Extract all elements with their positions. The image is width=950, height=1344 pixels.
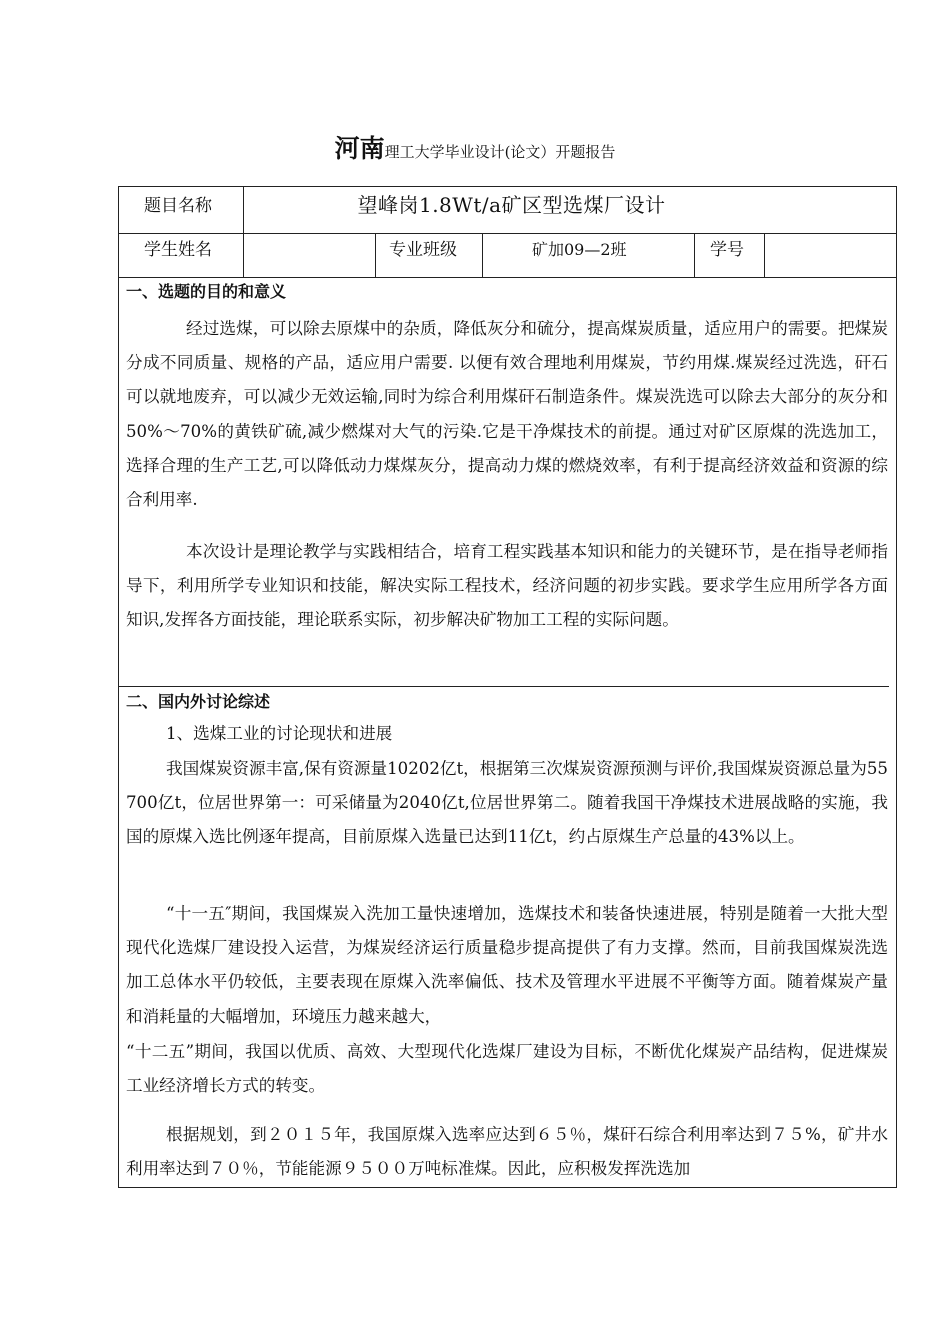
section-divider	[118, 686, 889, 687]
row-divider-2	[118, 277, 897, 278]
col-divider-class-value	[482, 233, 483, 277]
class-value: 矿加09—2班	[532, 240, 627, 259]
student-name-label: 学生姓名	[144, 240, 212, 260]
col-divider-no	[694, 233, 695, 277]
section1-heading: 一、选题的目的和意义	[126, 282, 287, 301]
col-divider-no-value	[764, 233, 765, 277]
row-divider-1	[118, 233, 897, 234]
title-rest: 理工大学毕业设计(论文）开题报告	[384, 143, 616, 161]
section2-paragraph-1: 我国煤炭资源丰富,保有资源量10202亿t，根据第三次煤炭资源预测与评价,我国煤炭资源总量为55700亿t，位居世界第一：可采储量为2040亿t,位居世界第二。随着我国干净煤技术进展战略的实施，我国的原煤入选比例逐年提高，目前原煤入选量已达到11亿t，约占原煤生产总量的43%以上。	[126, 759, 888, 847]
document-title	[0, 133, 950, 168]
topic-label: 题目名称	[144, 196, 212, 216]
section2-paragraph-3: “十二五”期间，我国以优质、高效、大型现代化选煤厂建设为目标，不断优化煤炭产品结构，促进煤炭工业经济增长方式的转变。	[126, 1042, 888, 1096]
col-divider-class	[375, 233, 376, 277]
section1-paragraph-2: 本次设计是理论教学与实践相结合，培育工程实践基本知识和能力的关键环节，是在指导老师指导下，利用所学专业知识和技能，解决实际工程技术，经济问题的初步实践。要求学生应用所学各方面知识,发挥各方面技能，理论联系实际，初步解决矿物加工工程的实际问题。	[126, 542, 888, 630]
section2-heading: 二、国内外讨论综述	[126, 692, 271, 711]
section2-paragraph-4: 根据规划，到２０１５年，我国原煤入选率应达到６５％，煤矸石综合利用率达到７５%，矿井水利用率达到７０％，节能能源９５００万吨标准煤。因此，应积极发挥洗选加	[126, 1125, 888, 1179]
section2-paragraph-2: “十一五″期间，我国煤炭入洗加工量快速增加，选煤技术和装备快速进展，特别是随着一大批大型现代化选煤厂建设投入运营，为煤炭经济运行质量稳步提高提供了有力支撑。然而，目前我国煤炭洗选加工总体水平仍较低，主要表现在原煤入洗率偏低、技术及管理水平进展不平衡等方面。随着煤炭产量和消耗量的大幅增加，环境压力越来越大，	[126, 904, 888, 1026]
topic-value: 望峰岗1.8Wt/a矿区型选煤厂设计	[357, 193, 666, 217]
title-school: 河南	[334, 134, 385, 163]
section1-paragraph-1: 经过选煤，可以除去原煤中的杂质，降低灰分和硫分，提高煤炭质量，适应用户的需要。把煤炭分成不同质量、规格的产品，适应用户需要. 以便有效合理地利用煤炭，节约用煤.煤炭经过洗选，矸石可以就地废弃，可以减少无效运输,同时为综合利用煤矸石制造条件。煤炭洗选可以除去大部分的灰分和50%～70%的黄铁矿硫,减少燃煤对大气的污染.它是干净煤技术的前提。通过对矿区原煤的洗选加工，选择合理的生产工艺,可以降低动力煤煤灰分，提高动力煤的燃烧效率，有利于提高经济效益和资源的综合利用率.	[126, 319, 888, 510]
student-no-label: 学号	[710, 240, 744, 260]
class-label: 专业班级	[389, 240, 457, 260]
section2-subheading: 1、选煤工业的讨论现状和进展	[166, 724, 393, 743]
